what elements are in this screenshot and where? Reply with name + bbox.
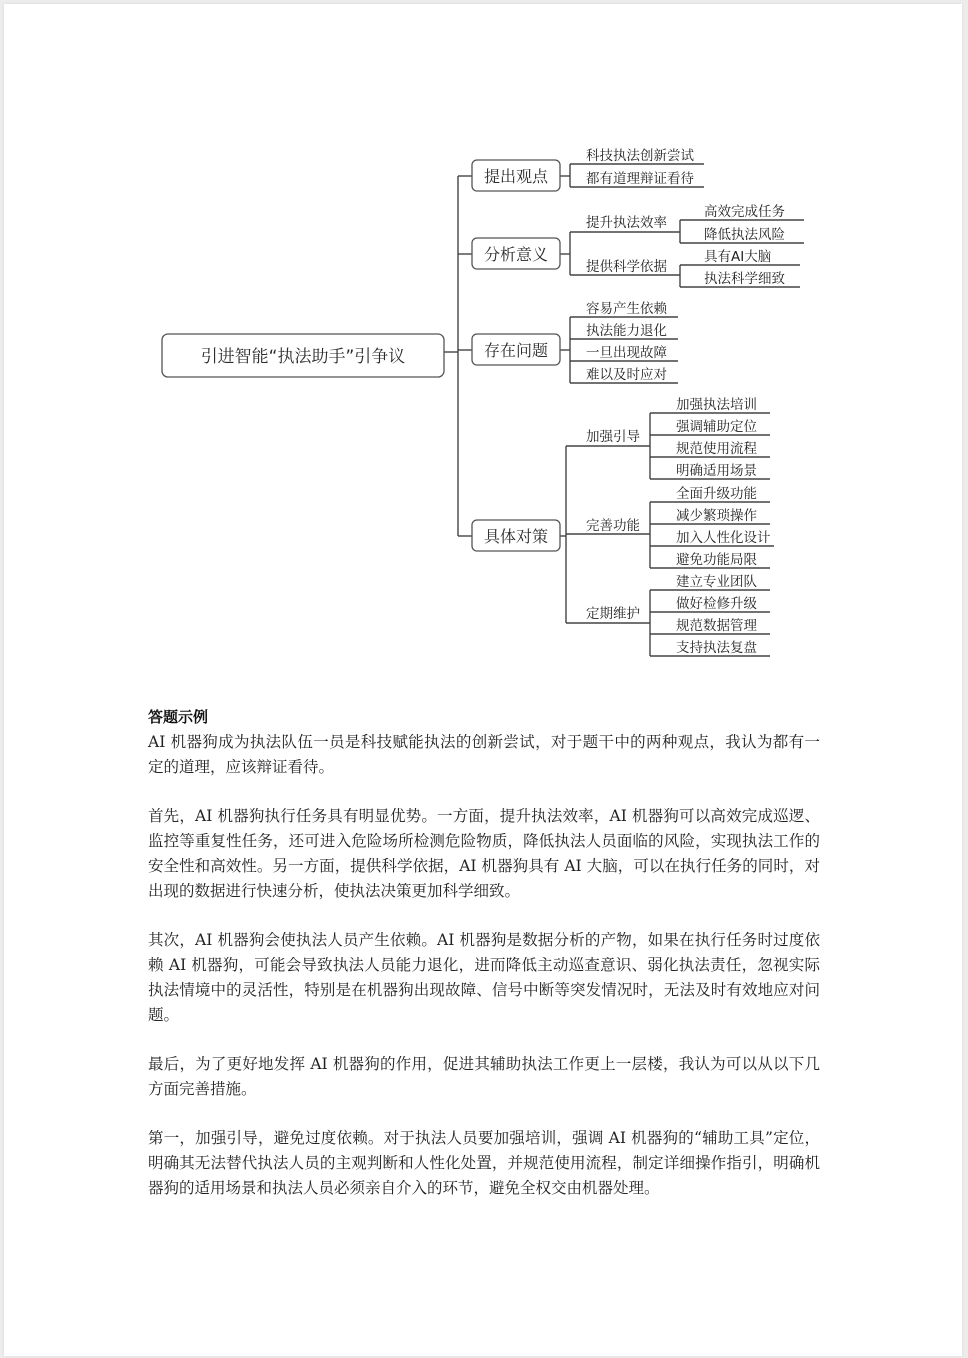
leaf-node: 都有道理辩证看待 bbox=[586, 171, 694, 187]
leaf-node: 高效完成任务 bbox=[704, 204, 785, 220]
leaf-node: 全面升级功能 bbox=[676, 486, 757, 502]
leaf-node: 具有AI大脑 bbox=[704, 249, 772, 265]
leaf-node: 明确适用场景 bbox=[676, 463, 757, 479]
answer-example bbox=[148, 705, 820, 1225]
leaf-node: 规范使用流程 bbox=[676, 441, 757, 457]
sub-branch-label: 加强引导 bbox=[586, 429, 640, 445]
leaf-node: 加入人性化设计 bbox=[676, 530, 771, 546]
branch-label-proposal: 提出观点 bbox=[483, 167, 549, 186]
branch-node-problems bbox=[472, 334, 560, 365]
answer-paragraph-measure-one: 第一，加强引导，避免过度依赖。对于执法人员要加强培训，强调 AI 机器狗的“辅助工具”定位，明确其无法替代执法人员的主观判断和人性化处置，并规范使用流程，制定详细操作指引，明确机器狗的适用场景和执法人员必须亲自介入的环节，避免全权交由机器处理。 bbox=[148, 1129, 820, 1197]
leaf-node: 科技执法创新尝试 bbox=[586, 148, 694, 164]
leaf-node: 规范数据管理 bbox=[676, 618, 757, 634]
answer-paragraph-last: 最后，为了更好地发挥 AI 机器狗的作用，促进其辅助执法工作更上一层楼，我认为可以从以下几方面完善措施。 bbox=[148, 1055, 820, 1098]
leaf-node: 一旦出现故障 bbox=[586, 345, 667, 361]
branch-label-significance: 分析意义 bbox=[483, 245, 549, 264]
answer-paragraph-intro: AI 机器狗成为执法队伍一员是科技赋能执法的创新尝试，对于题干中的两种观点，我认为都有一定的道理，应该辩证看待。 bbox=[148, 733, 820, 776]
sub-branch-label: 提供科学依据 bbox=[586, 259, 667, 275]
branch-label-countermeasures: 具体对策 bbox=[483, 527, 549, 546]
leaf-node: 执法科学细致 bbox=[704, 271, 785, 287]
leaf-node: 强调辅助定位 bbox=[676, 419, 757, 435]
leaf-node: 避免功能局限 bbox=[676, 552, 757, 568]
branch-label-problems: 存在问题 bbox=[483, 341, 549, 360]
leaf-node: 建立专业团队 bbox=[676, 574, 757, 590]
leaf-node: 执法能力退化 bbox=[586, 323, 667, 339]
sub-branch-label: 完善功能 bbox=[586, 518, 640, 534]
leaf-node: 降低执法风险 bbox=[704, 227, 785, 243]
leaf-node: 加强执法培训 bbox=[676, 397, 757, 413]
branch-node-significance bbox=[472, 238, 560, 269]
branch-node-countermeasures bbox=[472, 520, 560, 551]
leaf-node: 减少繁琐操作 bbox=[676, 508, 757, 524]
leaf-node: 难以及时应对 bbox=[586, 367, 667, 383]
answer-paragraph-first: 首先，AI 机器狗执行任务具有明显优势。一方面，提升执法效率，AI 机器狗可以高效完成巡逻、监控等重复性任务，还可进入危险场所检测危险物质，降低执法人员面临的风险，实现执法工作的安全性和高效性。另一方面，提供科学依据，AI 机器狗具有 AI 大脑，可以在执行任务的同时，对出现的数据进行快速分析，使执法决策更加科学细致。 bbox=[148, 807, 820, 900]
answer-paragraph-second: 其次，AI 机器狗会使执法人员产生依赖。AI 机器狗是数据分析的产物，如果在执行任务时过度依赖 AI 机器狗，可能会导致执法人员能力退化，进而降低主动巡查意识、弱化执法责任，忽视实际执法情境中的灵活性，特别是在机器狗出现故障、信号中断等突发情况时，无法及时有效地应对问题。 bbox=[148, 931, 820, 1024]
leaf-node: 支持执法复盘 bbox=[676, 640, 757, 656]
answer-heading: 答题示例 bbox=[148, 708, 209, 726]
root-label: 引进智能“执法助手”引争议 bbox=[200, 347, 406, 367]
leaf-node: 做好检修升级 bbox=[676, 596, 757, 612]
branch-node-proposal bbox=[472, 160, 560, 191]
mind-map-root-node bbox=[162, 334, 444, 377]
sub-branch-label: 提升执法效率 bbox=[586, 215, 667, 231]
sub-branch-label: 定期维护 bbox=[586, 606, 640, 622]
leaf-node: 容易产生依赖 bbox=[586, 301, 667, 317]
